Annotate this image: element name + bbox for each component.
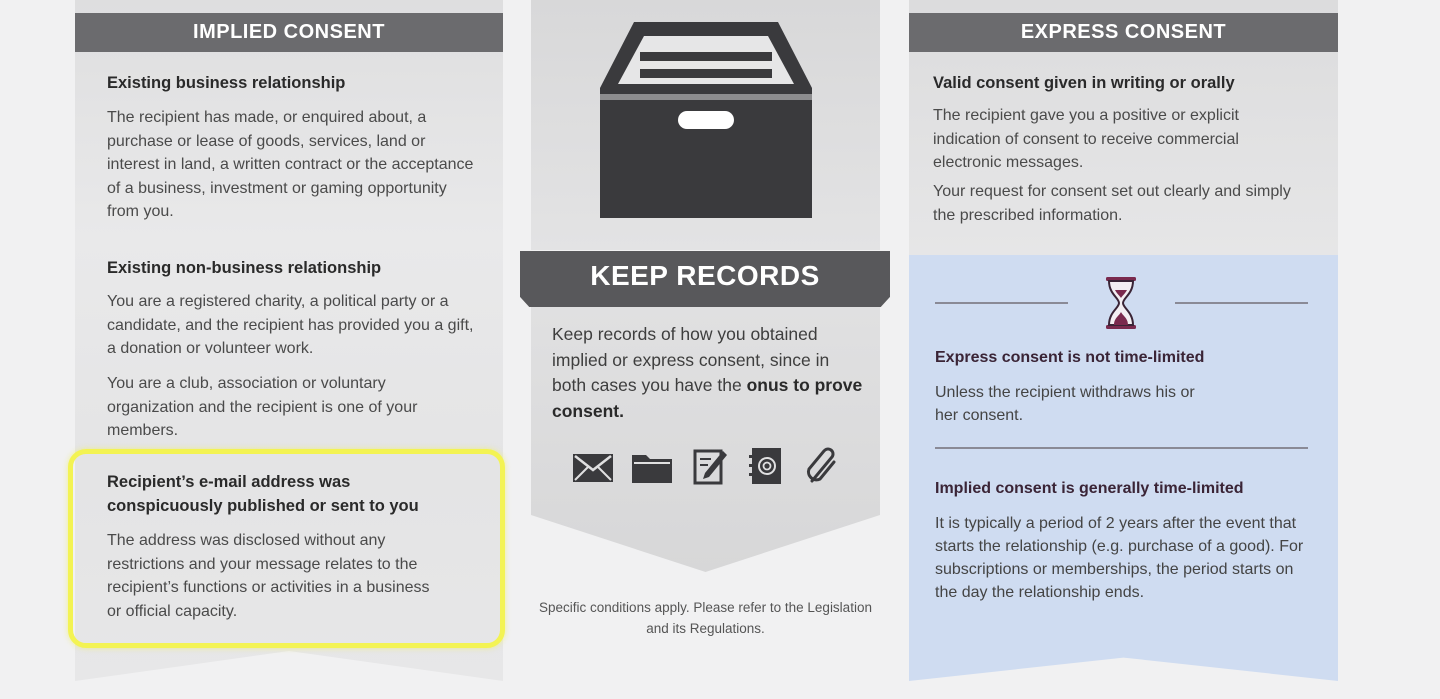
- implied-consent-header: IMPLIED CONSENT: [75, 13, 503, 52]
- express-consent-header: EXPRESS CONSENT: [909, 13, 1338, 52]
- folder-icon: [632, 451, 672, 483]
- records-text-lead: Keep records of how you obtained implied or express consent, since in both cases you have the: [552, 324, 830, 395]
- hourglass-icon: [1104, 276, 1138, 335]
- request-consent-body: Your request for consent set out clearly and simply the prescribed information.: [933, 183, 1291, 224]
- archive-box-icon: [600, 22, 812, 223]
- express-not-time-limited-body: Unless the recipient withdraws his or her consent.: [935, 384, 1195, 424]
- club-association-body: You are a club, association or voluntary organization and the recipient is one of your members.: [107, 375, 418, 439]
- address-book-icon: [749, 447, 783, 485]
- express-not-time-limited-title: Express consent is not time-limited: [935, 349, 1205, 366]
- non-business-relationship-body: You are a registered charity, a political party or a candidate, and the recipient has provided you a gift, a donation or volunteer work.: [107, 293, 474, 357]
- records-footnote: Specific conditions apply. Please refer to the Legislation and its Regulations.: [539, 600, 872, 636]
- records-text: [552, 322, 867, 424]
- divider-line-middle: [935, 447, 1308, 449]
- records-icon-row: [572, 447, 842, 489]
- published-address-title: Recipient’s e-mail address was conspicuously published or sent to you: [107, 473, 419, 515]
- divider-line-left: [935, 302, 1068, 304]
- divider-line-right: [1175, 302, 1308, 304]
- implied-time-limited-body: It is typically a period of 2 years after the event that starts the relationship (e.g. purchase of a good). For subscriptions or memberships, the period starts on the day the relationship ends.: [935, 515, 1304, 601]
- envelope-icon: [572, 453, 614, 483]
- valid-consent-body: The recipient gave you a positive or explicit indication of consent to receive commercial electronic messages.: [933, 107, 1239, 171]
- business-relationship-body: The recipient has made, or enquired about, a purchase or lease of goods, services, land or interest in land, a written contract or the acceptance of a business, investment or gaming opportunity from you.: [107, 109, 474, 220]
- non-business-relationship-title: Existing non-business relationship: [107, 259, 382, 277]
- implied-time-limited-title: Implied consent is generally time-limited: [935, 480, 1244, 497]
- valid-consent-title: Valid consent given in writing or orally: [933, 74, 1235, 92]
- document-pen-icon: [693, 447, 729, 485]
- published-address-body: The address was disclosed without any restrictions and your message relates to the recipient’s functions or activities in a business or official capacity.: [107, 532, 430, 620]
- keep-records-header: KEEP RECORDS: [590, 260, 820, 291]
- business-relationship-title: Existing business relationship: [107, 74, 346, 92]
- paperclip-icon: [804, 447, 842, 487]
- records-text-bold: onus to prove consent.: [552, 375, 863, 421]
